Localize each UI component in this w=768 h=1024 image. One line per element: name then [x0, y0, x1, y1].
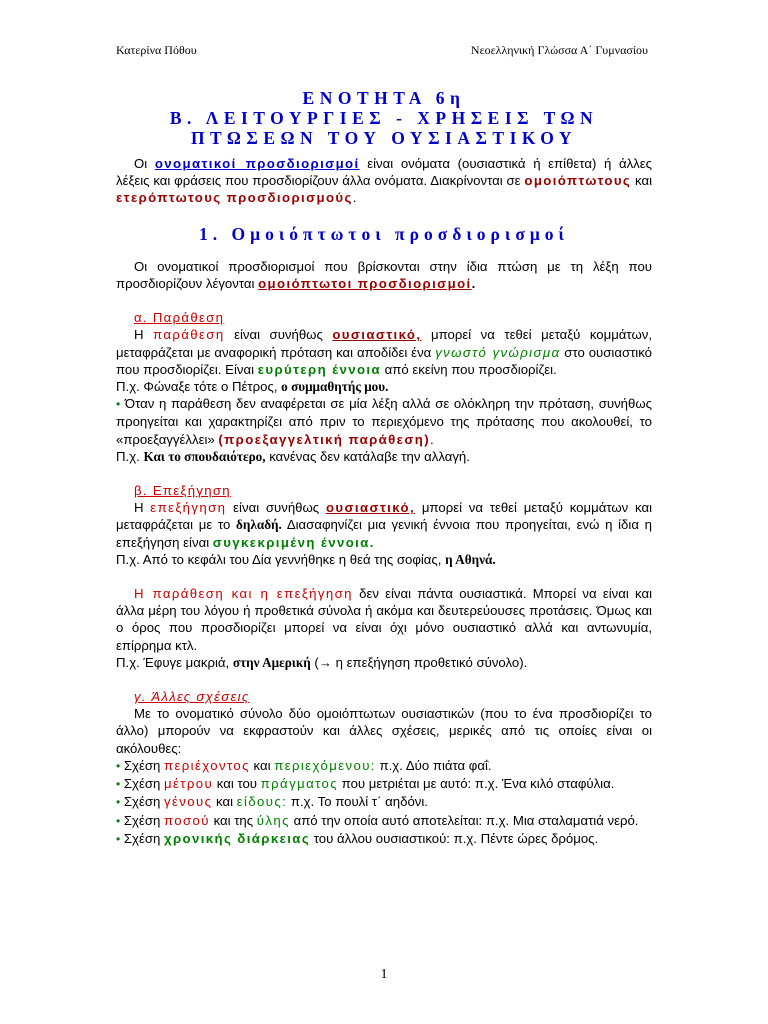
- spacer: [116, 671, 652, 688]
- intro-text: Οι: [134, 156, 155, 171]
- term: παράθεση: [153, 327, 225, 343]
- text: από εκείνη που προσδιορίζει.: [380, 361, 557, 377]
- epexigisi-example: [116, 551, 652, 568]
- unit-title: ΕΝΟΤΗΤΑ 6η: [302, 88, 466, 108]
- header-author: Κατερίνα Πόθου: [116, 43, 197, 57]
- text: στο ουσιαστικό που προσδιορίζει. Είναι: [116, 344, 652, 377]
- intro-text: και: [631, 173, 652, 189]
- text: Η: [134, 327, 154, 343]
- item-term: μέτρου: [163, 776, 214, 792]
- header-course: Νεοελληνική Γλώσσα Α΄ Γυμνασίου: [470, 43, 648, 57]
- other-heading: [116, 688, 652, 705]
- note-text: .: [430, 431, 434, 447]
- term: επεξήγηση: [150, 500, 227, 516]
- page-number: 1: [380, 967, 388, 982]
- parathesi-example-2: [116, 448, 652, 465]
- parathesi-heading: [116, 309, 652, 326]
- both-paragraph: [116, 585, 652, 654]
- section-1-text: .: [471, 276, 476, 292]
- other-heading-text: γ. Άλλες σχέσεις: [134, 689, 250, 705]
- text: είναι συνήθως: [226, 500, 326, 516]
- list-item: [116, 793, 652, 811]
- example-text: Π.χ. Έφυγε μακριά,: [116, 654, 233, 670]
- intro-paragraph: [116, 155, 652, 207]
- section-1-term: ομοιόπτωτοι προσδιορισμοί: [258, 276, 472, 292]
- list-item: [116, 757, 652, 775]
- term: ουσιαστικό,: [325, 500, 416, 516]
- item-term: χρονικής διάρκειας: [163, 830, 311, 846]
- epexigisi-definition: [116, 499, 652, 551]
- item-term: ύλης: [256, 812, 290, 828]
- example-bold: ο συμμαθητής μου.: [281, 379, 389, 395]
- item-text: που μετριέται με αυτό: π.χ. Ένα κιλό σταφύλια.: [338, 776, 615, 792]
- example-bold: Και το σπουδαιότερο,: [143, 448, 266, 464]
- item-term: είδους:: [236, 794, 288, 810]
- item-term: γένους: [163, 794, 213, 810]
- intro-term-homoptotic: ομοιόπτωτους: [524, 173, 632, 189]
- other-intro: Με το ονοματικό σύνολο δύο ομοιόπτωτων ουσιαστικών (που το ένα προσδιορίζει το άλλο) μπορούν να εκφραστούν και άλλες σχέσεις, μερικές από τις οποίες είναι οι ακόλουθες:: [116, 706, 652, 756]
- parathesi-example-1: [116, 378, 652, 395]
- page-header: [116, 42, 648, 59]
- bullet-icon: •: [116, 813, 121, 828]
- text: δεν είναι πάντα ουσιαστικά. Μπορεί να είναι και άλλα μέρη του λόγου ή προθετικά σύνολα ή ακόμα και δευτερεύουσες προτάσεις. Όμως και ο όρος που προσδιορίζει μπορεί να είναι όχι μόνο ουσιαστικό αλλά και αντωνυμία, επίρρημα κτλ.: [116, 586, 652, 653]
- item-text: Σχέση: [120, 794, 164, 810]
- intro-term-heteroptotic: ετερόπτωτους προσδιορισμούς: [116, 190, 353, 206]
- spacer: [116, 292, 652, 309]
- item-text: π.χ. Δύο πιάτα φαΐ.: [375, 757, 492, 773]
- term: ευρύτερη έννοια: [257, 361, 381, 377]
- item-text: και: [249, 757, 275, 773]
- item-term: περιέχοντος: [163, 757, 250, 773]
- item-term: περιεχόμενου:: [274, 757, 376, 773]
- item-text: και της: [209, 812, 257, 828]
- item-text: Σχέση: [120, 776, 164, 792]
- term: ουσιαστικό,: [332, 327, 422, 343]
- term: συγκεκριμένη έννοια.: [212, 534, 375, 550]
- item-text: Σχέση: [120, 812, 164, 828]
- bullet-icon: •: [116, 795, 121, 810]
- list-item: [116, 812, 652, 830]
- term: Η παράθεση και η επεξήγηση: [134, 586, 353, 602]
- example-text: κανένας δεν κατάλαβε την αλλαγή.: [265, 448, 470, 464]
- example-bold: στην Αμερική: [232, 654, 311, 670]
- term: γνωστό γνώρισμα: [435, 344, 561, 360]
- bullet-icon: •: [116, 758, 121, 773]
- text: είναι συνήθως: [224, 327, 333, 343]
- example-bold: η Αθηνά.: [445, 551, 496, 567]
- spacer: [116, 568, 652, 585]
- note-term: (προεξαγγελτική παράθεση): [218, 431, 431, 447]
- epexigisi-heading: [116, 482, 652, 499]
- unit-subtitle-line-1: Β. ΛΕΙΤΟΥΡΓΙΕΣ - ΧΡΗΣΕΙΣ ΤΩΝ: [169, 108, 599, 128]
- example-text: (→ η επεξήγηση προθετικό σύνολο).: [310, 654, 528, 670]
- text: Η: [134, 500, 151, 516]
- intro-term-link[interactable]: ονοματικοί προσδιορισμοί: [154, 156, 360, 171]
- text: μπορεί να τεθεί μεταξύ κομμάτων, μεταφράζεται με αναφορική πρόταση και αποδίδει ένα: [116, 327, 652, 360]
- example-text: Π.χ. Φώναξε τότε ο Πέτρος,: [116, 379, 282, 395]
- intro-text: .: [352, 190, 357, 206]
- bullet-icon: •: [116, 831, 121, 846]
- item-text: από την οποία αυτό αποτελείται: π.χ. Μια σταλαματιά νερό.: [289, 812, 639, 828]
- epexigisi-heading-text: β. Επεξήγηση: [134, 483, 231, 499]
- parathesi-definition: [116, 326, 652, 378]
- spacer: [116, 465, 652, 482]
- both-example: [116, 654, 652, 671]
- note-text: Όταν η παράθεση δεν αναφέρεται σε μία λέξη αλλά σε ολόκληρη την πρόταση, συνήθως προηγείται και χαρακτηρίζει από πριν το περιεχόμενο της πρότασης που ακολουθεί, το «προεξαγγέλλει»: [116, 396, 652, 447]
- item-text: και του: [213, 776, 261, 792]
- item-text: Σχέση: [120, 830, 164, 846]
- item-term: πράγματος: [260, 776, 339, 792]
- unit-subtitle-line-2: ΠΤΩΣΕΩΝ ΤΟΥ ΟΥΣΙΑΣΤΙΚΟΥ: [190, 128, 578, 148]
- bullet-icon: •: [116, 397, 121, 412]
- text: Διασαφηνίζει μια γενική έννοια που προηγείται, ενώ η ίδια η επεξήγηση είναι: [116, 517, 652, 550]
- bullet-icon: •: [116, 777, 121, 792]
- parathesi-note: [116, 395, 652, 448]
- example-text: Π.χ.: [116, 448, 144, 464]
- parathesi-heading-text: α. Παράθεση: [134, 310, 225, 326]
- document-body: [116, 155, 652, 848]
- term: δηλαδή.: [236, 517, 282, 533]
- section-1-title: 1. Ομοιόπτωτοι προσδιορισμοί: [199, 223, 569, 244]
- intro-text: είναι ονόματα (ουσιαστικά ή επίθετα) ή άλλες λέξεις και φράσεις που προσδιορίζουν άλλα ονόματα. Διακρίνονται σε: [116, 156, 653, 189]
- text: μπορεί να τεθεί μεταξύ κομμάτων και μεταφράζεται με το: [116, 500, 653, 533]
- section-1-paragraph: [116, 258, 652, 292]
- unit-title-block: [100, 88, 668, 148]
- list-item: [116, 775, 652, 793]
- list-item: [116, 830, 652, 848]
- item-text: Σχέση: [120, 757, 164, 773]
- item-text: π.χ. Το πουλί τ΄ αηδόνι.: [287, 794, 428, 810]
- section-1-text: Οι ονοματικοί προσδιορισμοί που βρίσκονται στην ίδια πτώση με τη λέξη που προσδιορίζουν λέγονται: [116, 258, 652, 292]
- item-term: ποσού: [163, 812, 210, 828]
- example-text: Π.χ. Από το κεφάλι του Δία γεννήθηκε η θεά της σοφίας,: [116, 551, 446, 567]
- item-text: του άλλου ουσιαστικού: π.χ. Πέντε ώρες δρόμος.: [310, 830, 599, 846]
- item-text: και: [212, 794, 237, 810]
